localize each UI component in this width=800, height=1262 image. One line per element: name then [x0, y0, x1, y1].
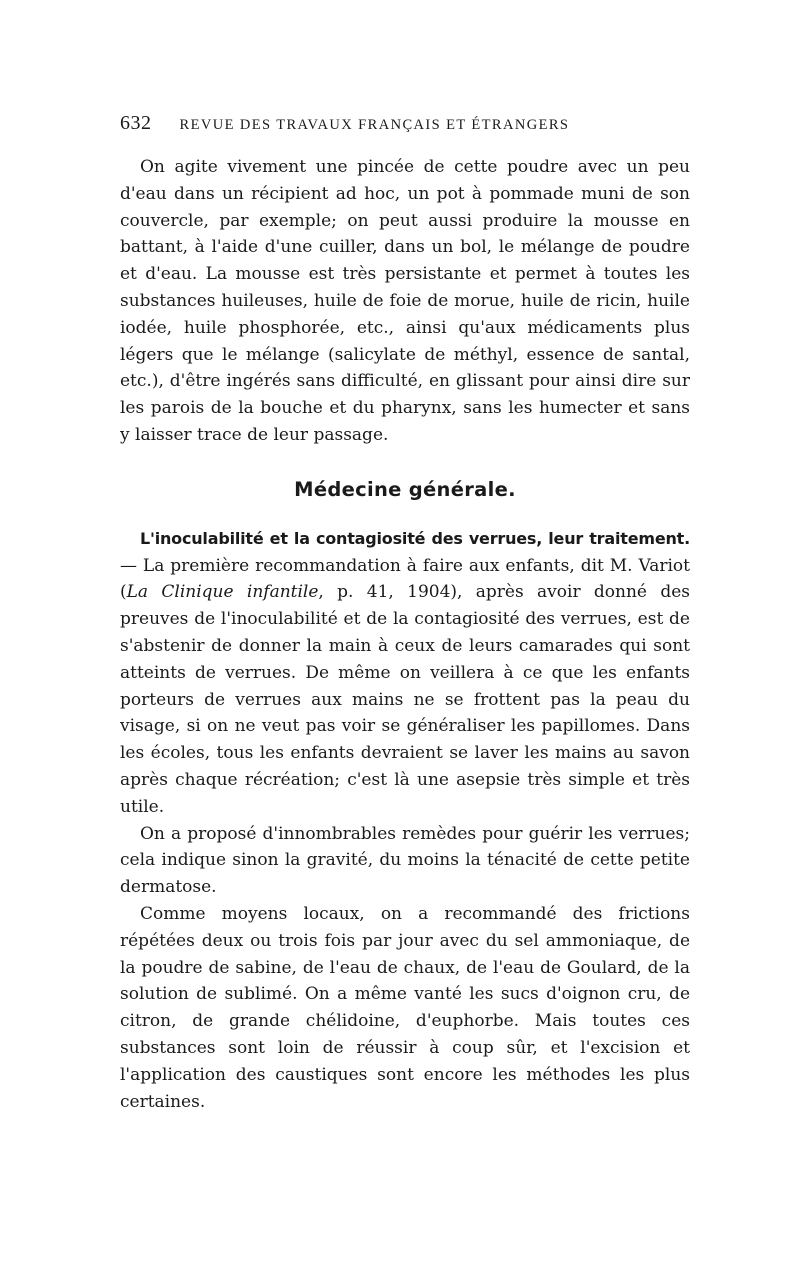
body-paragraph: On a proposé d'innombrables remèdes pour guérir les verrues; cela indique sinon la gravité, du moins la ténacité de cette petite dermatose.	[120, 823, 690, 898]
running-head	[120, 112, 690, 142]
article-intro-continuation: , p. 41, 1904), après avoir donné des preuves de l'inoculabilité et de la contagiosité des verrues, est de s'abstenir de donner la main à ceux de leurs camarades qui sont atteints de verrues. De même on veillera à ce que les enfants porteurs de verrues aux mains ne se frottent pas la peau du visage, si on ne veut pas voir se généraliser les papillomes. Dans les écoles, tous les enfants devraient se laver les mains au savon après chaque récréation; c'est là une asepsie très simple et très utile.	[120, 582, 690, 817]
body-paragraph: On agite vivement une pincée de cette poudre avec un peu d'eau dans un récipient ad hoc, un pot à pommade muni de son couvercle, par exemple; on peut aussi produire la mousse en battant, à l'aide d'une cuiller, dans un bol, le mélange de poudre et d'eau. La mousse est très persistante et permet à toutes les substances huileuses, huile de foie de morue, huile de ricin, huile iodée, huile phosphorée, etc., ainsi qu'aux médicaments plus légers que le mélange (salicylate de méthyl, essence de santal, etc.), d'être ingérés sans difficulté, en glissant pour ainsi dire sur les parois de la bouche et du pharynx, sans les humecter et sans y laisser trace de leur passage.	[120, 157, 690, 445]
section-heading: Médecine générale.	[294, 477, 516, 501]
article-title: L'inoculabilité et la contagiosité des verrues, leur traitement.	[140, 528, 690, 548]
journal-name: La Clinique infantile	[126, 582, 319, 603]
page-number: 632	[120, 112, 152, 134]
article-intro-text: — La première recommandation à faire aux enfants, dit M. Variot (	[120, 555, 690, 603]
book-page	[120, 112, 690, 1115]
body-paragraph: Comme moyens locaux, on a recommandé des frictions répétées deux ou trois fois par jour avec du sel ammoniaque, de la poudre de sabine, de l'eau de chaux, de l'eau de Goulard, de la solution de sublimé. On a même vanté les sucs d'oignon cru, de citron, de grande chélidoine, d'euphorbe. Mais toutes ces substances sont loin de réussir à coup sûr, et l'excision et l'application des caustiques sont encore les méthodes les plus certaines.	[120, 903, 690, 1112]
article-intro-paragraph	[120, 526, 690, 821]
running-title: REVUE DES TRAVAUX FRANÇAIS ET ÉTRANGERS	[179, 117, 570, 133]
